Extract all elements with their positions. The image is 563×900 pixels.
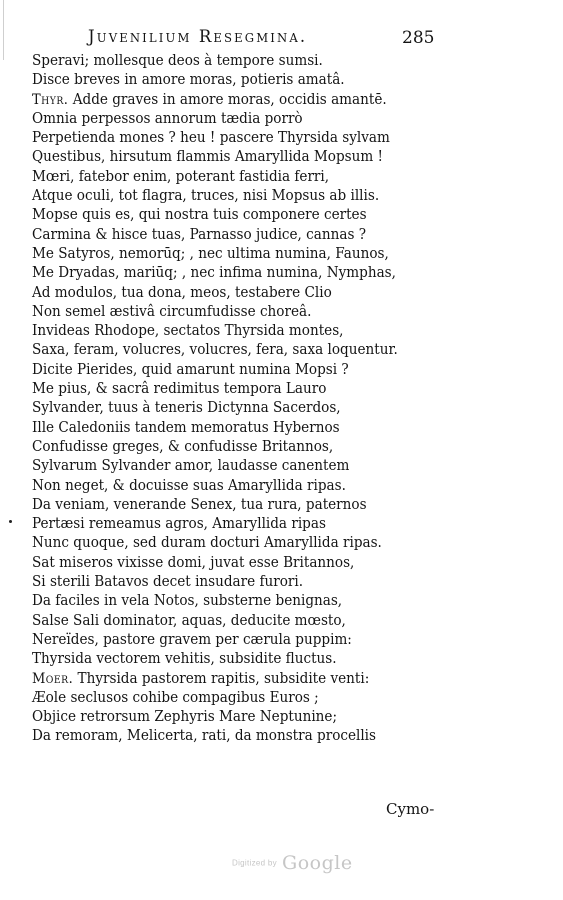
verse-line-text: Saxa, feram, volucres, volucres, fera, saxa loquentur. <box>32 341 398 359</box>
page-number: 285 <box>402 28 435 48</box>
verse-line <box>32 553 423 572</box>
verse-line <box>32 456 423 475</box>
verse-line <box>32 225 423 244</box>
verse-line-text: Non neget, & docuisse suas Amaryllida ripas. <box>32 476 346 494</box>
verse-line-text: Thyrsida vectorem vehitis, subsidite fluctus. <box>32 650 337 668</box>
verse-line-text: Confudisse greges, & confudisse Britannos, <box>32 437 334 455</box>
verse-line-text: Ille Caledoniis tandem memoratus Hybernos <box>32 418 340 436</box>
verse-line <box>32 398 423 417</box>
verse-line <box>32 726 423 745</box>
verse-line-text: Me Dryadas, mariūq; , nec infima numina, Nymphas, <box>32 264 396 282</box>
verse-line <box>32 476 423 495</box>
verse-line-text: Me pius, & sacrâ redimitus tempora Lauro <box>32 380 327 398</box>
verse-line <box>32 360 423 379</box>
verse-line <box>32 591 423 610</box>
verse-line-text: Omnia perpessos annorum tædia porrò <box>32 109 303 127</box>
verse-line-text: Atque oculi, tot flagra, truces, nisi Mopsus ab illis. <box>32 187 380 205</box>
verse-line <box>32 437 423 456</box>
verse-line-text: Si sterili Batavos decet insudare furori. <box>32 573 304 591</box>
verse-line-text: Perpetienda mones ? heu ! pascere Thyrsida sylvam <box>32 129 390 147</box>
verse-line-text: Æole seclusos cohibe compagibus Euros ; <box>32 688 319 706</box>
verse-line <box>32 283 423 302</box>
verse-line <box>32 51 423 70</box>
verse-line-text: Pertæsi remeamus agros, Amaryllida ripas <box>32 515 326 533</box>
verse-line <box>32 630 423 649</box>
verse-line-text: Non semel æstivâ circumfudisse choreâ. <box>32 302 312 320</box>
verse-line <box>32 649 423 668</box>
catchword: Cymo- <box>386 800 435 818</box>
verse-line-text: Speravi; mollesque deos à tempore sumsi. <box>32 52 323 69</box>
verse-line-text: Invideas Rhodope, sectatos Thyrsida montes, <box>32 322 344 340</box>
verse-line-text: Carmina & hisce tuas, Parnasso judice, cannas ? <box>32 225 367 243</box>
running-title: Juvenilium Resegmina. <box>88 27 308 47</box>
verse-line <box>32 186 423 205</box>
verse-line <box>32 669 423 688</box>
verse-line-text: Ad modulos, tua dona, meos, testabere Clio <box>32 283 332 301</box>
verse-text <box>32 51 452 746</box>
verse-line <box>32 147 423 166</box>
verse-line <box>32 244 423 263</box>
verse-line-text: Thyrsida pastorem rapitis, subsidite venti: <box>73 669 370 687</box>
verse-line <box>32 688 423 707</box>
verse-line-text: Dicite Pierides, quid amarunt numina Mopsi ? <box>32 360 349 378</box>
verse-line <box>32 533 423 552</box>
verse-line-text: Objice retrorsum Zephyris Mare Neptunine; <box>32 708 338 726</box>
verse-line <box>32 707 423 726</box>
verse-line <box>32 70 423 89</box>
verse-line-text: Questibus, hirsutum flammis Amaryllida Mopsum ! <box>32 148 383 166</box>
verse-line-text: Mœri, fatebor enim, poterant fastidia ferri, <box>32 167 330 185</box>
verse-line <box>32 90 423 109</box>
verse-line-text: Adde graves in amore moras, occidis amantē. <box>68 90 387 108</box>
verse-line-text: Nereïdes, pastore gravem per cærula puppim: <box>32 630 352 648</box>
speaker-label: Thyr. <box>32 91 69 108</box>
verse-line <box>32 128 423 147</box>
verse-line-text: Me Satyros, nemorūq; , nec ultima numina, Faunos, <box>32 244 389 262</box>
verse-line <box>32 418 423 437</box>
verse-line <box>32 109 423 128</box>
verse-line <box>32 321 423 340</box>
verse-line-text: Da veniam, venerande Senex, tua rura, paternos <box>32 495 367 513</box>
verse-line-text: Salse Sali dominator, aquas, deducite mœsto, <box>32 611 346 629</box>
verse-line-text: Sylvarum Sylvander amor, laudasse canentem <box>32 457 350 475</box>
verse-line-text: Sylvander, tuus à teneris Dictynna Sacerdos, <box>32 399 341 417</box>
verse-line <box>32 205 423 224</box>
margin-mark <box>9 520 12 523</box>
digitization-watermark <box>232 852 353 874</box>
verse-line <box>32 167 423 186</box>
verse-line-text: Da remoram, Melicerta, rati, da monstra procellis <box>32 727 376 745</box>
verse-line-text: Da faciles in vela Notos, substerne benignas, <box>32 592 343 610</box>
verse-line-text: Disce breves in amore moras, potieris amatâ. <box>32 71 345 89</box>
verse-line <box>32 514 423 533</box>
verse-line-text: Nunc quoque, sed duram docturi Amaryllida ripas. <box>32 534 382 552</box>
verse-line <box>32 302 423 321</box>
verse-line <box>32 340 423 359</box>
verse-line <box>32 611 423 630</box>
verse-line <box>32 495 423 514</box>
watermark-prefix: Digitized by <box>232 858 277 868</box>
watermark-brand: Google <box>282 852 353 874</box>
verse-line-text: Sat miseros vixisse domi, juvat esse Britannos, <box>32 553 355 571</box>
verse-line <box>32 263 423 282</box>
verse-line <box>32 379 423 398</box>
page-edge <box>3 0 4 60</box>
verse-line <box>32 572 423 591</box>
speaker-label: Moer. <box>32 670 74 687</box>
verse-line-text: Mopse quis es, qui nostra tuis componere certes <box>32 206 367 224</box>
